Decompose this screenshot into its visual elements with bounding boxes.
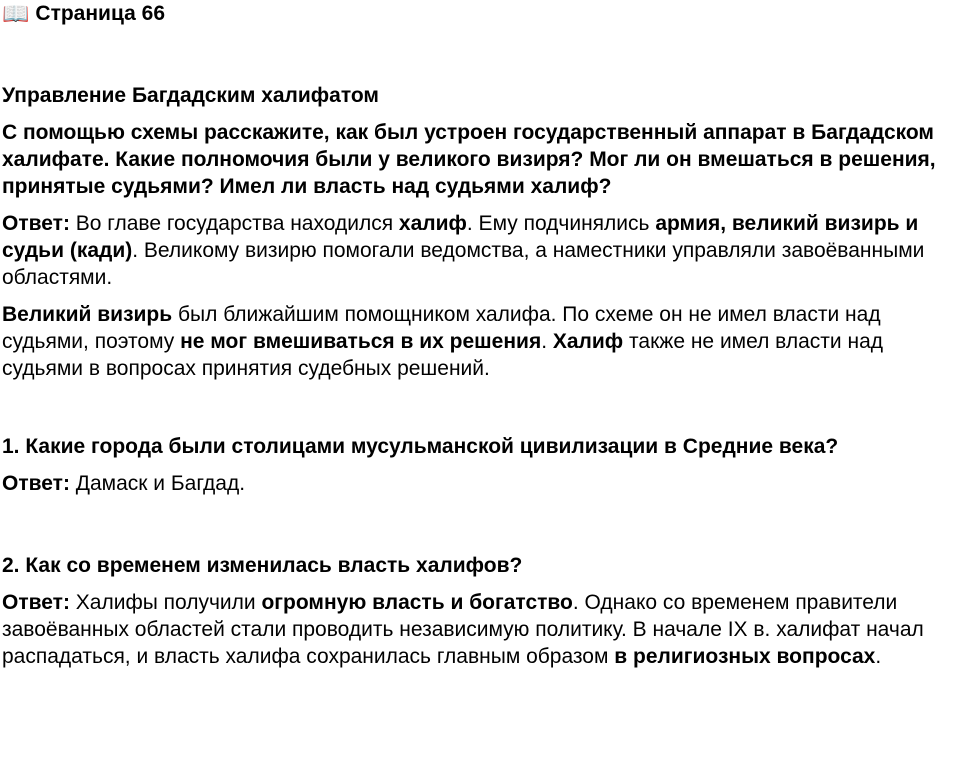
answer-emphasis: Халиф xyxy=(552,330,624,353)
section-answer-1 xyxy=(2,210,954,291)
answer-emphasis: не мог вмешиваться в их решения xyxy=(180,330,542,353)
answer-text: . xyxy=(541,330,553,353)
section-question: С помощью схемы расскажите, как был устроен государственный аппарат в Багдадском халифате. Какие полномочия были у великого визиря? Мог ли он вмешаться в решения, принятые судьями? Имел ли власть над судьями халиф? xyxy=(2,121,936,198)
answer-label: Ответ: xyxy=(2,212,70,235)
open-book-icon: 📖 xyxy=(2,1,30,26)
answer-text: был ближайшим помощником халифа. По схеме он не имел власти над судьями, поэтому xyxy=(2,303,881,353)
answer-emphasis: армия, великий визирь и судьи (кади) xyxy=(2,212,919,262)
answer-emphasis: Великий визирь xyxy=(2,303,173,326)
answer-text: также не имел власти над судьями в вопросах принятия судебных решений. xyxy=(2,330,884,380)
question-1: 1. Какие города были столицами мусульманской цивилизации в Средние века? xyxy=(2,435,839,458)
section-answer-2 xyxy=(2,301,954,382)
answer-text: . Великому визирю помогали ведомства, а наместники управляли завоёванными областями. xyxy=(2,239,925,289)
answer-emphasis: в религиозных вопросах xyxy=(614,645,876,668)
answer-text: . xyxy=(875,645,882,668)
answer-label: Ответ: xyxy=(2,591,70,614)
answer-text: Дамаск и Багдад. xyxy=(69,472,246,495)
answer-text: Во главе государства находился xyxy=(69,212,399,235)
answer-2 xyxy=(2,589,954,670)
answer-text: . Однако со временем правители завоёванных областей стали проводить независимую политику. В начале IX в. халифат начал распадаться, и власть халифа сохранилась главным образом xyxy=(2,591,924,668)
question-2: 2. Как со временем изменилась власть халифов? xyxy=(2,554,523,577)
answer-label: Ответ: xyxy=(2,472,70,495)
page-title-text: Страница 66 xyxy=(35,2,165,25)
answer-1 xyxy=(2,470,954,497)
answer-text: Халифы получили xyxy=(69,591,262,614)
answer-emphasis: халиф xyxy=(398,212,467,235)
answer-text: . Ему подчинялись xyxy=(466,212,656,235)
answer-emphasis: огромную власть и богатство xyxy=(261,591,573,614)
section-heading: Управление Багдадским халифатом xyxy=(2,84,379,107)
page-title xyxy=(2,0,954,27)
